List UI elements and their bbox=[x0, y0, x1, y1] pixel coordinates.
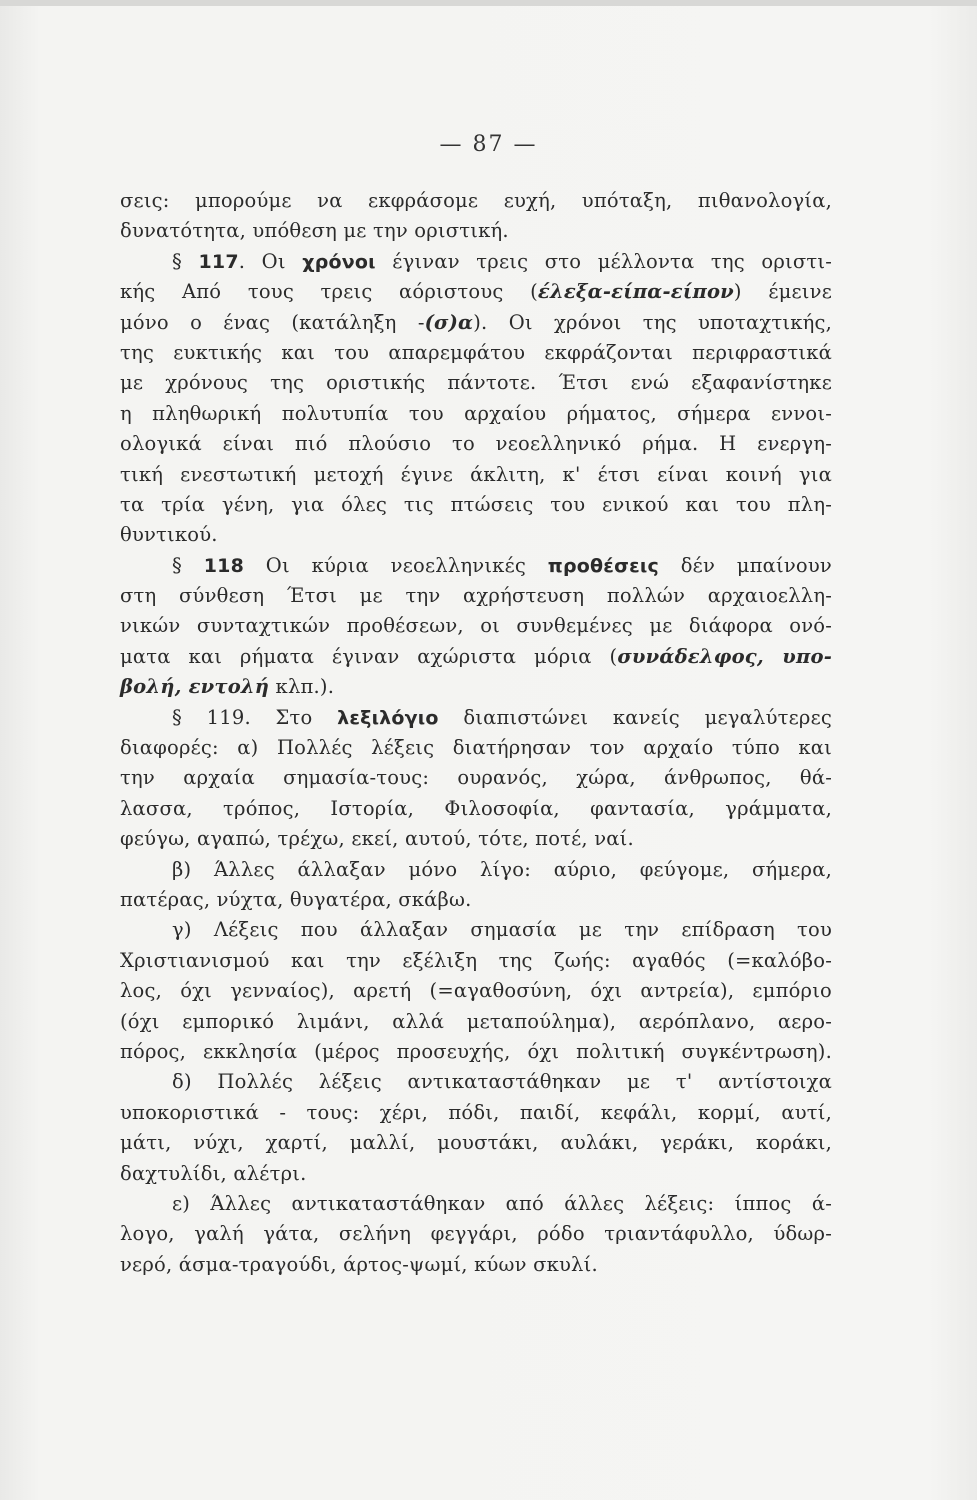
page-top-edge bbox=[0, 0, 977, 6]
text-line bbox=[120, 277, 832, 307]
text-run: διαπιστώνει κανείς μεγαλύτερες bbox=[438, 705, 832, 729]
text-run: πατέρας, νύχτα, θυγατέρα, σκάβω. bbox=[120, 887, 472, 911]
text-run: ε) Άλλες αντικαταστάθηκαν από άλλες λέξεις: ίππος ά- bbox=[172, 1191, 832, 1215]
text-run: γ) Λέξεις που άλλαξαν σημασία με την επίδραση του bbox=[172, 918, 832, 942]
text-run: με χρόνους της οριστικής πάντοτε. Έτσι ενώ εξαφανίστηκε bbox=[120, 371, 832, 395]
emphasized-term: 118 bbox=[203, 554, 244, 577]
text-line bbox=[120, 338, 832, 368]
text-run: δαχτυλίδι, αλέτρι. bbox=[120, 1161, 307, 1185]
text-line bbox=[120, 1128, 832, 1158]
text-run: διαφορές: α) Πολλές λέξεις διατήρησαν τον αρχαίο τύπο και bbox=[120, 736, 832, 760]
text-run: τική ενεστωτική μετοχή έγινε άκλιτη, κ' έτσι είναι κοινή για bbox=[120, 462, 832, 486]
body-text bbox=[120, 186, 832, 1280]
text-line bbox=[120, 216, 832, 246]
text-line bbox=[120, 946, 832, 976]
text-run: λογο, γαλή γάτα, σελήνη φεγγάρι, ρόδο τριαντάφυλλο, ύδωρ- bbox=[120, 1222, 832, 1246]
text-line bbox=[120, 247, 832, 277]
text-line bbox=[120, 885, 832, 915]
emphasized-term: λεξιλόγιο bbox=[337, 706, 439, 729]
text-line bbox=[120, 763, 832, 793]
text-run: δυνατότητα, υπόθεση με την οριστική. bbox=[120, 219, 509, 243]
text-line bbox=[120, 1219, 832, 1249]
text-line bbox=[120, 824, 832, 854]
emphasized-term: συνάδελφος, υπο- bbox=[617, 644, 833, 668]
text-run: δέν μπαίνουν bbox=[658, 553, 832, 577]
emphasized-term: προθέσεις bbox=[547, 554, 659, 577]
text-run: (όχι εμπορικό λιμάνι, αλλά μεταπούλημα), αερόπλανο, αερο- bbox=[120, 1009, 832, 1033]
text-run: μάτι, νύχι, χαρτί, μαλλί, μουστάκι, αυλάκι, γεράκι, κοράκι, bbox=[120, 1131, 832, 1155]
text-line bbox=[120, 1098, 832, 1128]
text-line bbox=[120, 490, 832, 520]
text-run: θυντικού. bbox=[120, 523, 218, 547]
emphasized-term: (σ)α bbox=[424, 310, 474, 334]
text-run: υποκοριστικά - τους: χέρι, πόδι, παιδί, κεφάλι, κορμί, αυτί, bbox=[120, 1100, 832, 1124]
text-run: ). Οι χρόνοι της υποταχτικής, bbox=[473, 310, 832, 334]
text-run: . Οι bbox=[238, 249, 303, 273]
text-run: της ευκτικής και του απαρεμφάτου εκφράζονται περιφραστικά bbox=[120, 340, 832, 364]
text-line bbox=[120, 855, 832, 885]
text-run: στη σύνθεση Έτσι με την αχρήστευση πολλών αρχαιοελλη- bbox=[120, 584, 832, 608]
text-line bbox=[120, 399, 832, 429]
text-line bbox=[120, 794, 832, 824]
text-line bbox=[120, 915, 832, 945]
emphasized-term: 117 bbox=[198, 250, 239, 273]
text-run: τα τρία γένη, για όλες τις πτώσεις του ενικού και του πλη- bbox=[120, 492, 832, 516]
text-run: κλπ.). bbox=[269, 675, 335, 699]
text-line bbox=[120, 642, 832, 672]
text-line bbox=[120, 551, 832, 581]
text-run: η πληθωρική πολυτυπία του αρχαίου ρήματος, σήμερα εννοι- bbox=[120, 401, 832, 425]
text-line bbox=[120, 1067, 832, 1097]
text-run: ματα και ρήματα έγιναν αχώριστα μόρια ( bbox=[120, 644, 618, 668]
text-run: έγιναν τρεις στο μέλλοντα της οριστι- bbox=[375, 249, 832, 273]
text-line bbox=[120, 429, 832, 459]
text-line bbox=[120, 520, 832, 550]
text-run: § 119. Στο bbox=[172, 705, 338, 729]
emphasized-term: χρόνοι bbox=[302, 250, 376, 273]
text-line bbox=[120, 703, 832, 733]
text-line bbox=[120, 733, 832, 763]
text-run: νικών συνταχτικών προθέσεων, οι συνθεμένες με διάφορα ονό- bbox=[120, 614, 832, 638]
text-run: ) έμεινε bbox=[733, 280, 832, 304]
text-line bbox=[120, 1037, 832, 1067]
text-run: Χριστιανισμού και την εξέλιξη της ζωής: αγαθός (=καλόβο- bbox=[120, 948, 832, 972]
text-line bbox=[120, 460, 832, 490]
text-line bbox=[120, 611, 832, 641]
text-run: § bbox=[172, 553, 204, 577]
text-line bbox=[120, 1189, 832, 1219]
text-line bbox=[120, 1250, 832, 1280]
text-run: πόρος, εκκλησία (μέρος προσευχής, όχι πολιτική συγκέντρωση). bbox=[120, 1039, 832, 1063]
text-line bbox=[120, 186, 832, 216]
emphasized-term: έλεξα-είπα-είπον bbox=[537, 280, 734, 304]
text-line bbox=[120, 581, 832, 611]
text-run: φεύγω, αγαπώ, τρέχω, εκεί, αυτού, τότε, ποτέ, ναί. bbox=[120, 827, 634, 851]
text-run: λασσα, τρόπος, Ιστορία, Φιλοσοφία, φαντασία, γράμματα, bbox=[120, 796, 832, 820]
text-run: μόνο ο ένας (κατάληξη - bbox=[120, 310, 425, 334]
text-line bbox=[120, 368, 832, 398]
text-line bbox=[120, 976, 832, 1006]
text-run: λος, όχι γενναίος), αρετή (=αγαθοσύνη, όχι αντρεία), εμπόριο bbox=[120, 979, 832, 1003]
text-run: νερό, άσμα-τραγούδι, άρτος-ψωμί, κύων σκυλί. bbox=[120, 1252, 598, 1276]
text-run: σεις: μπορούμε να εκφράσομε ευχή, υπόταξη, πιθανολογία, bbox=[120, 189, 832, 212]
text-run: β) Άλλες άλλαξαν μόνο λίγο: αύριο, φεύγομε, σήμερα, bbox=[172, 857, 832, 881]
text-line bbox=[120, 308, 832, 338]
text-run: την αρχαία σημασία-τους: ουρανός, χώρα, άνθρωπος, θά- bbox=[120, 766, 832, 790]
text-run: Οι κύρια νεοελληνικές bbox=[244, 553, 548, 577]
text-line bbox=[120, 672, 832, 702]
text-line bbox=[120, 1007, 832, 1037]
text-run: κής Από τους τρεις αόριστους ( bbox=[120, 280, 538, 304]
emphasized-term: βολή, εντολή bbox=[120, 675, 270, 699]
text-line bbox=[120, 1159, 832, 1189]
page-number: — 87 — bbox=[439, 132, 538, 157]
text-run: δ) Πολλές λέξεις αντικαταστάθηκαν με τ' αντίστοιχα bbox=[172, 1070, 832, 1094]
text-run: ολογικά είναι πιό πλούσιο το νεοελληνικό ρήμα. Η ενεργη- bbox=[120, 432, 832, 456]
text-run: § bbox=[172, 249, 199, 273]
